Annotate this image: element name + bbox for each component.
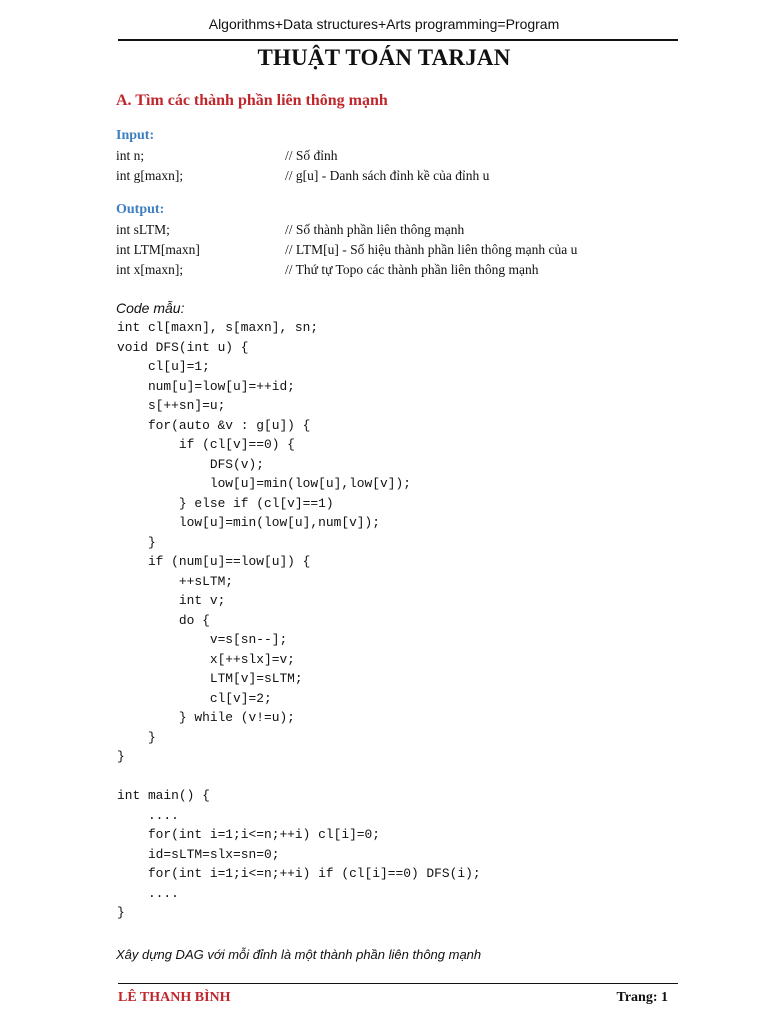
code-line: DFS(v); (117, 456, 264, 472)
header-rule (118, 39, 678, 41)
code-line: low[u]=min(low[u],low[v]); (117, 476, 411, 491)
code-line: .... (117, 807, 179, 823)
code-line: } while (v!=u); (117, 710, 295, 725)
code-sample-label: Code mẫu: (116, 300, 185, 316)
code-line: LTM[v]=sLTM; (117, 671, 303, 686)
code-line: id=sLTM=slx=sn=0; (117, 846, 280, 862)
code-line (117, 767, 481, 787)
input-comment: // g[u] - Danh sách đỉnh kề của đỉnh u (285, 168, 490, 183)
code-line: int v; (117, 593, 226, 608)
code-line: for(auto &v : g[u]) { (117, 417, 311, 433)
input-label: Input: (116, 128, 155, 143)
closing-note: Xây dựng DAG với mỗi đỉnh là một thành phần liên thông mạnh (116, 947, 482, 962)
code-line: cl[u]=1; (117, 359, 210, 374)
code-line: cl[v]=2; (117, 690, 272, 706)
output-declaration: int sLTM; (116, 222, 170, 237)
section-heading: A. Tìm các thành phần liên thông mạnh (116, 92, 388, 109)
code-line: } (117, 729, 156, 745)
code-line: } (117, 749, 125, 764)
code-line: v=s[sn--]; (117, 632, 288, 647)
code-line: do { (117, 612, 210, 628)
code-line: } (117, 534, 156, 550)
code-line: } else if (cl[v]==1) (117, 495, 334, 511)
output-comment: // LTM[u] - Số hiệu thành phần liên thông mạnh của u (285, 242, 578, 257)
code-line: if (num[u]==low[u]) { (117, 554, 311, 569)
input-declaration: int g[maxn]; (116, 168, 184, 183)
code-line: low[u]=min(low[u],num[v]); (117, 515, 381, 530)
output-declaration: int x[maxn]; (116, 262, 184, 277)
code-line: s[++sn]=u; (117, 398, 226, 413)
code-line: for(int i=1;i<=n;++i) if (cl[i]==0) DFS(i); (117, 866, 481, 881)
input-declaration: int n; (116, 148, 145, 163)
code-line: int cl[maxn], s[maxn], sn; (117, 320, 319, 335)
code-line: } (117, 905, 125, 920)
footer-author: LÊ THANH BÌNH (118, 990, 231, 1005)
code-line: int main() { (117, 788, 210, 803)
footer-rule (118, 983, 678, 984)
code-line: x[++slx]=v; (117, 651, 295, 667)
code-line: num[u]=low[u]=++id; (117, 378, 295, 394)
output-label: Output: (116, 202, 165, 217)
input-comment: // Số đỉnh (285, 148, 338, 163)
output-comment: // Số thành phần liên thông mạnh (285, 222, 465, 237)
code-line: ++sLTM; (117, 573, 234, 589)
output-declaration: int LTM[maxn] (116, 242, 200, 257)
page-number: Trang: 1 (616, 990, 668, 1005)
code-line: for(int i=1;i<=n;++i) cl[i]=0; (117, 827, 381, 842)
code-block (117, 318, 481, 923)
document-title: THUẬT TOÁN TARJAN (257, 45, 511, 70)
page-header: Algorithms+Data structures+Arts programming=Program (208, 16, 560, 32)
output-comment: // Thứ tự Topo các thành phần liên thông mạnh (285, 262, 539, 277)
code-line: void DFS(int u) { (117, 339, 249, 355)
code-line: if (cl[v]==0) { (117, 437, 295, 452)
code-line: .... (117, 885, 179, 901)
